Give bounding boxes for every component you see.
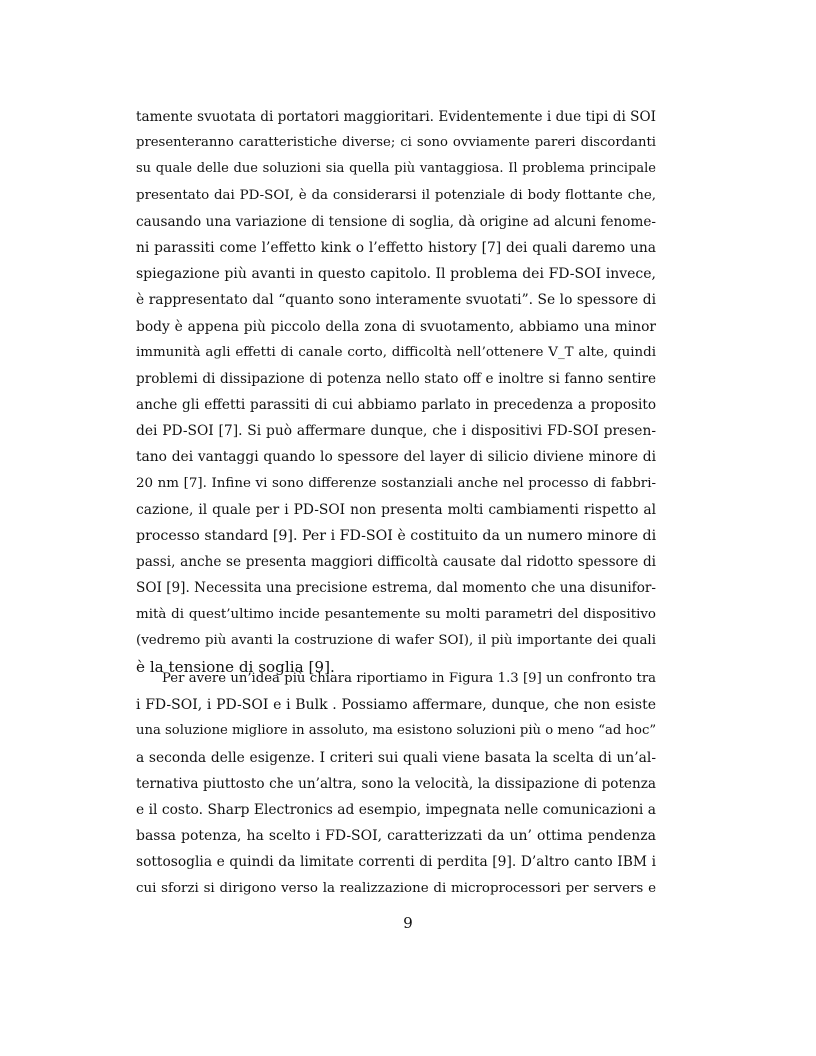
text-line: e il costo. Sharp Electronics ad esempio, impegnata nelle comunicazioni a [136, 801, 656, 818]
text-line: ternativa piuttosto che un’altra, sono la velocità, la dissipazione di potenza [136, 775, 656, 792]
text-line: passi, anche se presenta maggiori difficoltà causate dal ridotto spessore di [136, 554, 656, 571]
text-line: presentato dai PD-SOI, è da considerarsi il potenziale di body flottante che, [136, 187, 656, 203]
body-paragraph-1 [136, 104, 656, 680]
text-line: spiegazione più avanti in questo capitolo. Il problema dei FD-SOI invece, [136, 266, 656, 283]
text-line: cazione, il quale per i PD-SOI non presenta molti cambiamenti rispetto al [136, 501, 656, 518]
text-line: presenteranno caratteristiche diverse; ci sono ovviamente pareri discordanti [136, 135, 656, 151]
text-line: ni parassiti come l’effetto kink o l’effetto history [7] dei quali daremo una [136, 239, 656, 256]
text-line: anche gli effetti parassiti di cui abbiamo parlato in precedenza a proposito [136, 397, 656, 414]
text-line: a seconda delle esigenze. I criteri sui quali viene basata la scelta di un’al- [136, 749, 656, 766]
text-line: i FD-SOI, i PD-SOI e i Bulk . Possiamo affermare, dunque, che non esiste [136, 697, 656, 714]
text-line: (vedremo più avanti la costruzione di wafer SOI), il più importante dei quali [136, 632, 656, 648]
text-line: bassa potenza, ha scelto i FD-SOI, caratterizzati da un’ ottima pendenza [136, 828, 656, 845]
text-line: mità di quest’ultimo incide pesantemente su molti parametri del dispositivo [136, 606, 656, 622]
text-line: SOI [9]. Necessita una precisione estrema, dal momento che una disunifor- [136, 580, 656, 597]
text-line: su quale delle due soluzioni sia quella più vantaggiosa. Il problema principale [136, 161, 656, 177]
body-paragraph-2 [136, 666, 656, 902]
text-line: una soluzione migliore in assoluto, ma esistono soluzioni più o meno “ad hoc” [136, 723, 657, 739]
text-line: processo standard [9]. Per i FD-SOI è costituito da un numero minore di [136, 528, 657, 544]
page-number: 9 [403, 914, 413, 932]
text-line: body è appena più piccolo della zona di svuotamento, abbiamo una minor [136, 318, 656, 335]
text-line: è la tensione di soglia [9]. [136, 657, 335, 676]
text-line: sottosoglia e quindi da limitate correnti di perdita [9]. D’altro canto IBM i [136, 854, 656, 871]
text-line: Per avere un’idea più chiara riportiamo in Figura 1.3 [9] un confronto tra [162, 671, 656, 686]
text-line: tano dei vantaggi quando lo spessore del layer di silicio diviene minore di [136, 449, 656, 466]
text-line: problemi di dissipazione di potenza nello stato off e inoltre si fanno sentire [136, 370, 656, 387]
text-line: cui sforzi si dirigono verso la realizzazione di microprocessori per servers e [136, 880, 656, 896]
text-line: tamente svuotata di portatori maggioritari. Evidentemente i due tipi di SOI [136, 109, 656, 125]
text-line: è rappresentato dal “quanto sono interamente svuotati”. Se lo spessore di [136, 292, 656, 309]
text-line: 20 nm [7]. Infine vi sono differenze sostanziali anche nel processo di fabbri- [136, 475, 656, 491]
text-line: dei PD-SOI [7]. Si può affermare dunque, che i dispositivi FD-SOI presen- [136, 423, 656, 440]
text-line: immunità agli effetti di canale corto, difficoltà nell’ottenere V_T alte, quindi [136, 344, 656, 360]
text-line: causando una variazione di tensione di soglia, dà origine ad alcuni fenome- [136, 213, 656, 230]
